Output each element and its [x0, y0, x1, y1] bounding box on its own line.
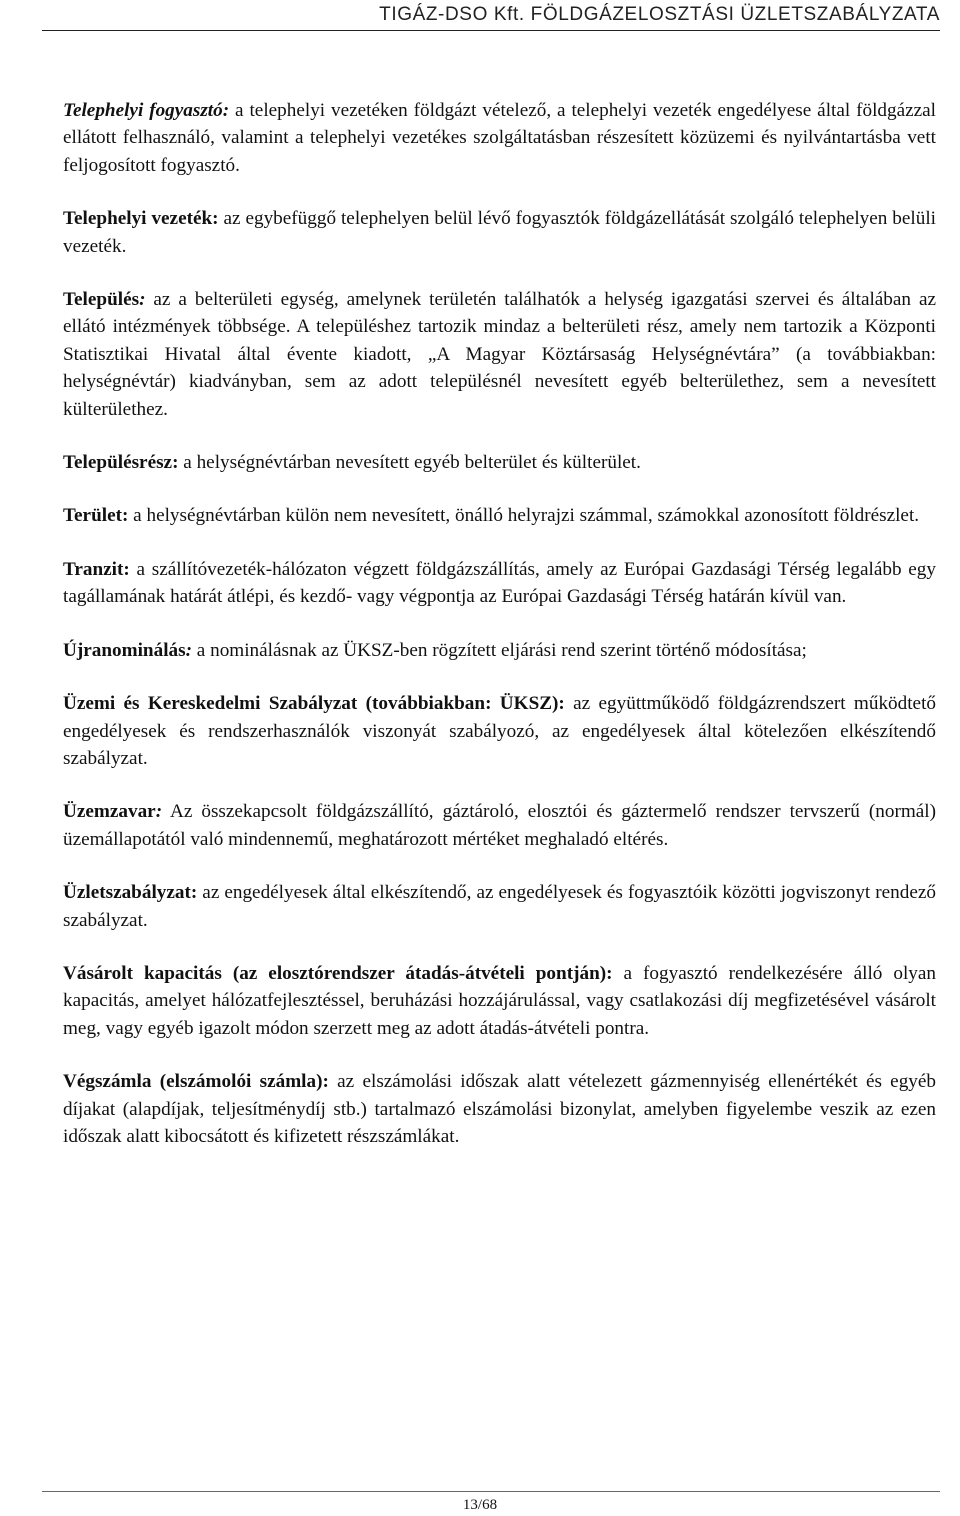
definition-text: a szállítóvezeték-hálózaton végzett földgázszállítás, amely az Európai Gazdasági Térség legalább egy tagállamának határát átlépi, és kezdő- vagy végpontja az Európai Gazdasági Térség határán kívül van.	[63, 558, 936, 608]
definition-term: Terület:	[63, 505, 129, 527]
definition-uksz	[63, 690, 936, 772]
definition-text: az engedélyesek által elkészítendő, az engedélyesek és fogyasztóik közötti jogviszonyt rendező szabályzat.	[63, 882, 936, 931]
definition-term-colon: :	[155, 801, 163, 823]
definition-term-colon: :	[139, 289, 146, 311]
definition-text: Az összekapcsolt földgázszállító, gáztároló, elosztói és gáztermelő rendszer tervszerű (normál) üzemállapotától való mindennemű, meghatározott mértéket meghaladó eltérés.	[63, 801, 936, 850]
definition-term: Üzemi és Kereskedelmi Szabályzat (továbbiakban: ÜKSZ):	[63, 693, 565, 715]
definition-text: a nominálásnak az ÜKSZ-ben rögzített eljárási rend szerint történő módosítása;	[191, 639, 807, 661]
definition-tranzit	[63, 556, 936, 611]
page-number: 13/68	[462, 1497, 498, 1513]
definition-text: az elszámolási időszak alatt vételezett gázmennyiség ellenértékét és egyéb díjakat (alapdíjak, teljesítménydíj stb.) tartalmazó elszámolási bizonylat, amelyben figyelembe veszik az ezen időszak alatt kibocsátott és kifizetett részszámlákat.	[63, 1071, 936, 1147]
definition-term: Településrész:	[63, 452, 179, 474]
definition-term: Üzemzavar	[63, 801, 156, 823]
definition-term: Település	[63, 289, 140, 311]
definition-telephelyi-vezetek	[63, 205, 936, 260]
definition-term: Telephelyi vezeték:	[63, 208, 219, 230]
footer-rule	[42, 1491, 940, 1492]
definition-vasarolt-kapacitas	[63, 960, 936, 1042]
definition-ujranominalas	[63, 637, 936, 664]
definition-uzemzavar	[63, 798, 936, 853]
definition-text: a helységnévtárban nevesített egyéb belterület és külterület.	[178, 452, 641, 474]
definitions-body	[63, 97, 936, 1150]
definition-text: a helységnévtárban külön nem nevesített, önálló helyrajzi számmal, számokkal azonosított földrészlet.	[128, 505, 920, 527]
definition-telephelyi-fogyaszto	[63, 97, 936, 179]
definition-telepulesresz	[63, 449, 936, 476]
definition-text: az együttműködő földgázrendszert működtető engedélyesek és rendszerhasználók viszonyát szabályozó, az engedélyesek által kötelezően elkészítendő szabályzat.	[63, 693, 936, 769]
definition-text: az egybefüggő telephelyen belül lévő fogyasztók földgázellátását szolgáló telephelyen belüli vezeték.	[63, 208, 936, 257]
definition-text: a fogyasztó rendelkezésére álló olyan kapacitás, amelyet hálózatfejlesztéssel, beruházási hozzájárulással, vagy csatlakozási díj megfizetésével vásárolt meg, vagy egyéb igazolt módon szerzett meg az adott átadás-átvételi pontra.	[63, 962, 936, 1039]
definition-term-colon: :	[185, 639, 192, 661]
definition-uzletszabalyzat	[63, 879, 936, 934]
definition-term: Újranominálás	[63, 639, 186, 661]
definition-term: Telephelyi fogyasztó:	[63, 100, 230, 121]
definition-telepules	[63, 286, 936, 423]
definition-text: a telephelyi vezetéken földgázt vételező, a telephelyi vezeték engedélyese által földgázzal ellátott felhasználó, valamint a telephelyi vezetékes szolgáltatásban részesített közüzemi és nyilvántartásba vett feljogosított fogyasztó.	[63, 100, 937, 176]
definition-text: az a belterületi egység, amelynek területén találhatók a helység igazgatási szervei és általában az ellátó intézmények többsége. A településhez tartozik mindaz a belterületi rész, amely nem tartozik a Központi Statisztikai Hivatal által évente kiadott, „A Magyar Köztársaság Helységnévtára” (a továbbiakban: helységnévtár) kiadványban, sem az adott településnél nevesített egyéb belterülethez, sem a nevesített külterülethez.	[63, 289, 936, 420]
definition-term: Tranzit:	[63, 558, 130, 580]
header-rule	[42, 30, 940, 31]
definition-terulet	[63, 502, 936, 529]
definition-term: Vásárolt kapacitás (az elosztórendszer átadás-átvételi pontján):	[63, 962, 613, 984]
definition-term: Végszámla (elszámolói számla):	[63, 1071, 329, 1093]
definition-vegszamla	[63, 1068, 936, 1150]
definition-term: Üzletszabályzat:	[63, 882, 198, 904]
running-header: TIGÁZ-DSO Kft. FÖLDGÁZELOSZTÁSI ÜZLETSZABÁLYZATA	[379, 4, 940, 25]
